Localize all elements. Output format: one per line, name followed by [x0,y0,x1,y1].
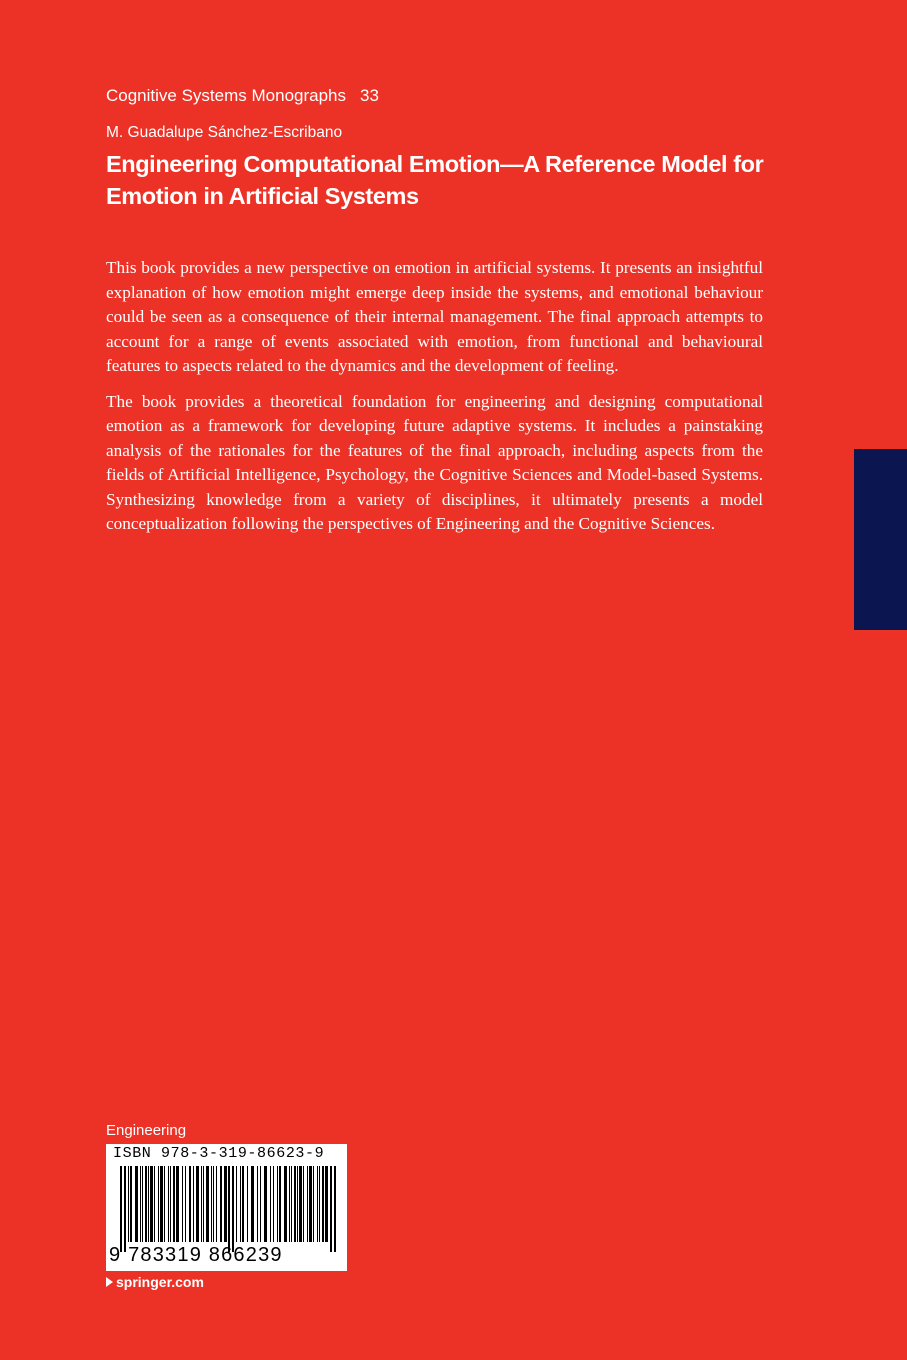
barcode-bar [185,1166,186,1242]
barcode-bar [319,1166,320,1242]
blurb-paragraph-1: This book provides a new perspective on emotion in artificial systems. It presents an insightful explanation of how emotion might emerge deep inside the systems, and emotional behaviour could be seen as a consequence of their internal management. The final approach attempts to account for a range of events associated with emotion, from functional and behavioural features to aspects related to the dynamics and the development of feeling. [106,258,763,375]
website-link[interactable] [106,1274,204,1290]
barcode-bar [130,1166,132,1242]
series-line [106,86,379,106]
barcode-bar [236,1166,237,1242]
barcode-bar [303,1166,304,1242]
barcode-bar [150,1166,153,1242]
barcode-bar [309,1166,312,1242]
barcode-bar [128,1166,129,1242]
spine-color-tab [854,449,907,630]
barcode-bar [260,1166,261,1242]
blurb-paragraph-2: The book provides a theoretical foundation for engineering and designing computational emotion as a framework for developing future adaptive systems. It includes a painstaking analysis of the rationales for the features of the final approach, including aspects from the fields of Artificial Intelligence, Psychology, the Cognitive Sciences and Model-based Systems. Synthesizing knowledge from a variety of disciplines, it ultimately presents a model conceptualization following the perspectives of Engineering and the Cognitive Sciences. [106,391,763,533]
barcode-bar [189,1166,191,1242]
ean-digits: 9 783319 866239 [109,1244,283,1266]
barcode-bar [294,1166,296,1242]
barcode-bar [242,1166,244,1242]
barcode-bar [145,1166,147,1242]
barcode-bar [220,1166,222,1242]
barcode-bar [120,1166,122,1252]
barcode-bar [182,1166,183,1242]
barcode-bar [160,1166,163,1242]
barcode-bar [247,1166,248,1242]
author-name: M. Guadalupe Sánchez-Escribano [106,124,343,141]
barcode-bar [240,1166,241,1242]
barcode-bar [270,1166,271,1242]
barcode-bar [211,1166,212,1242]
barcode-bar [193,1166,194,1242]
barcode-box [106,1144,347,1271]
barcode-bar [277,1166,278,1242]
barcode-bar [158,1166,159,1242]
barcode-bar [264,1166,267,1242]
barcode-bar [313,1166,314,1242]
barcode-bar [206,1166,209,1242]
barcode-bar [322,1166,324,1242]
barcode-bar [307,1166,308,1242]
barcode-bar [297,1166,298,1242]
barcode-bar [142,1166,143,1242]
barcode-bar [201,1166,202,1242]
barcode-bar [257,1166,258,1242]
barcode-bar [330,1166,332,1252]
barcode-bar [140,1166,141,1242]
barcode-bar [168,1166,169,1242]
book-title: Engineering Computational Emotion—A Reference Model for Emotion in Artificial Systems [106,151,764,209]
barcode-bar [334,1166,336,1252]
barcode-bar [289,1166,290,1242]
barcode-bar [203,1166,204,1242]
barcode-bar [213,1166,214,1242]
subject-label: Engineering [106,1122,187,1139]
barcode-bar [317,1166,318,1242]
series-number: 33 [360,86,379,105]
barcode-bar [164,1166,165,1242]
isbn-label: ISBN 978-3-319-86623-9 [113,1145,325,1162]
barcode-bar [216,1166,217,1242]
barcode-bar [170,1166,171,1242]
barcode-bar [135,1166,138,1242]
barcode-bar [196,1166,199,1242]
arrow-icon [106,1277,113,1287]
barcode-bar [148,1166,149,1242]
barcode-bar [173,1166,175,1242]
barcode-bar [228,1166,230,1252]
barcode-bar [325,1166,328,1242]
barcode-bar [176,1166,179,1242]
barcode-bar [284,1166,287,1242]
barcode-bar [224,1166,227,1242]
blurb [106,256,763,548]
barcode-bar [232,1166,234,1252]
barcode-bar [279,1166,281,1242]
series-name: Cognitive Systems Monographs [106,86,347,105]
barcode-bar [154,1166,155,1242]
barcode-bar [299,1166,302,1242]
barcode-bar [251,1166,254,1242]
barcode-bar [273,1166,274,1242]
barcode-bar [291,1166,292,1242]
barcode-bar [124,1166,126,1252]
website-text: springer.com [116,1274,204,1290]
